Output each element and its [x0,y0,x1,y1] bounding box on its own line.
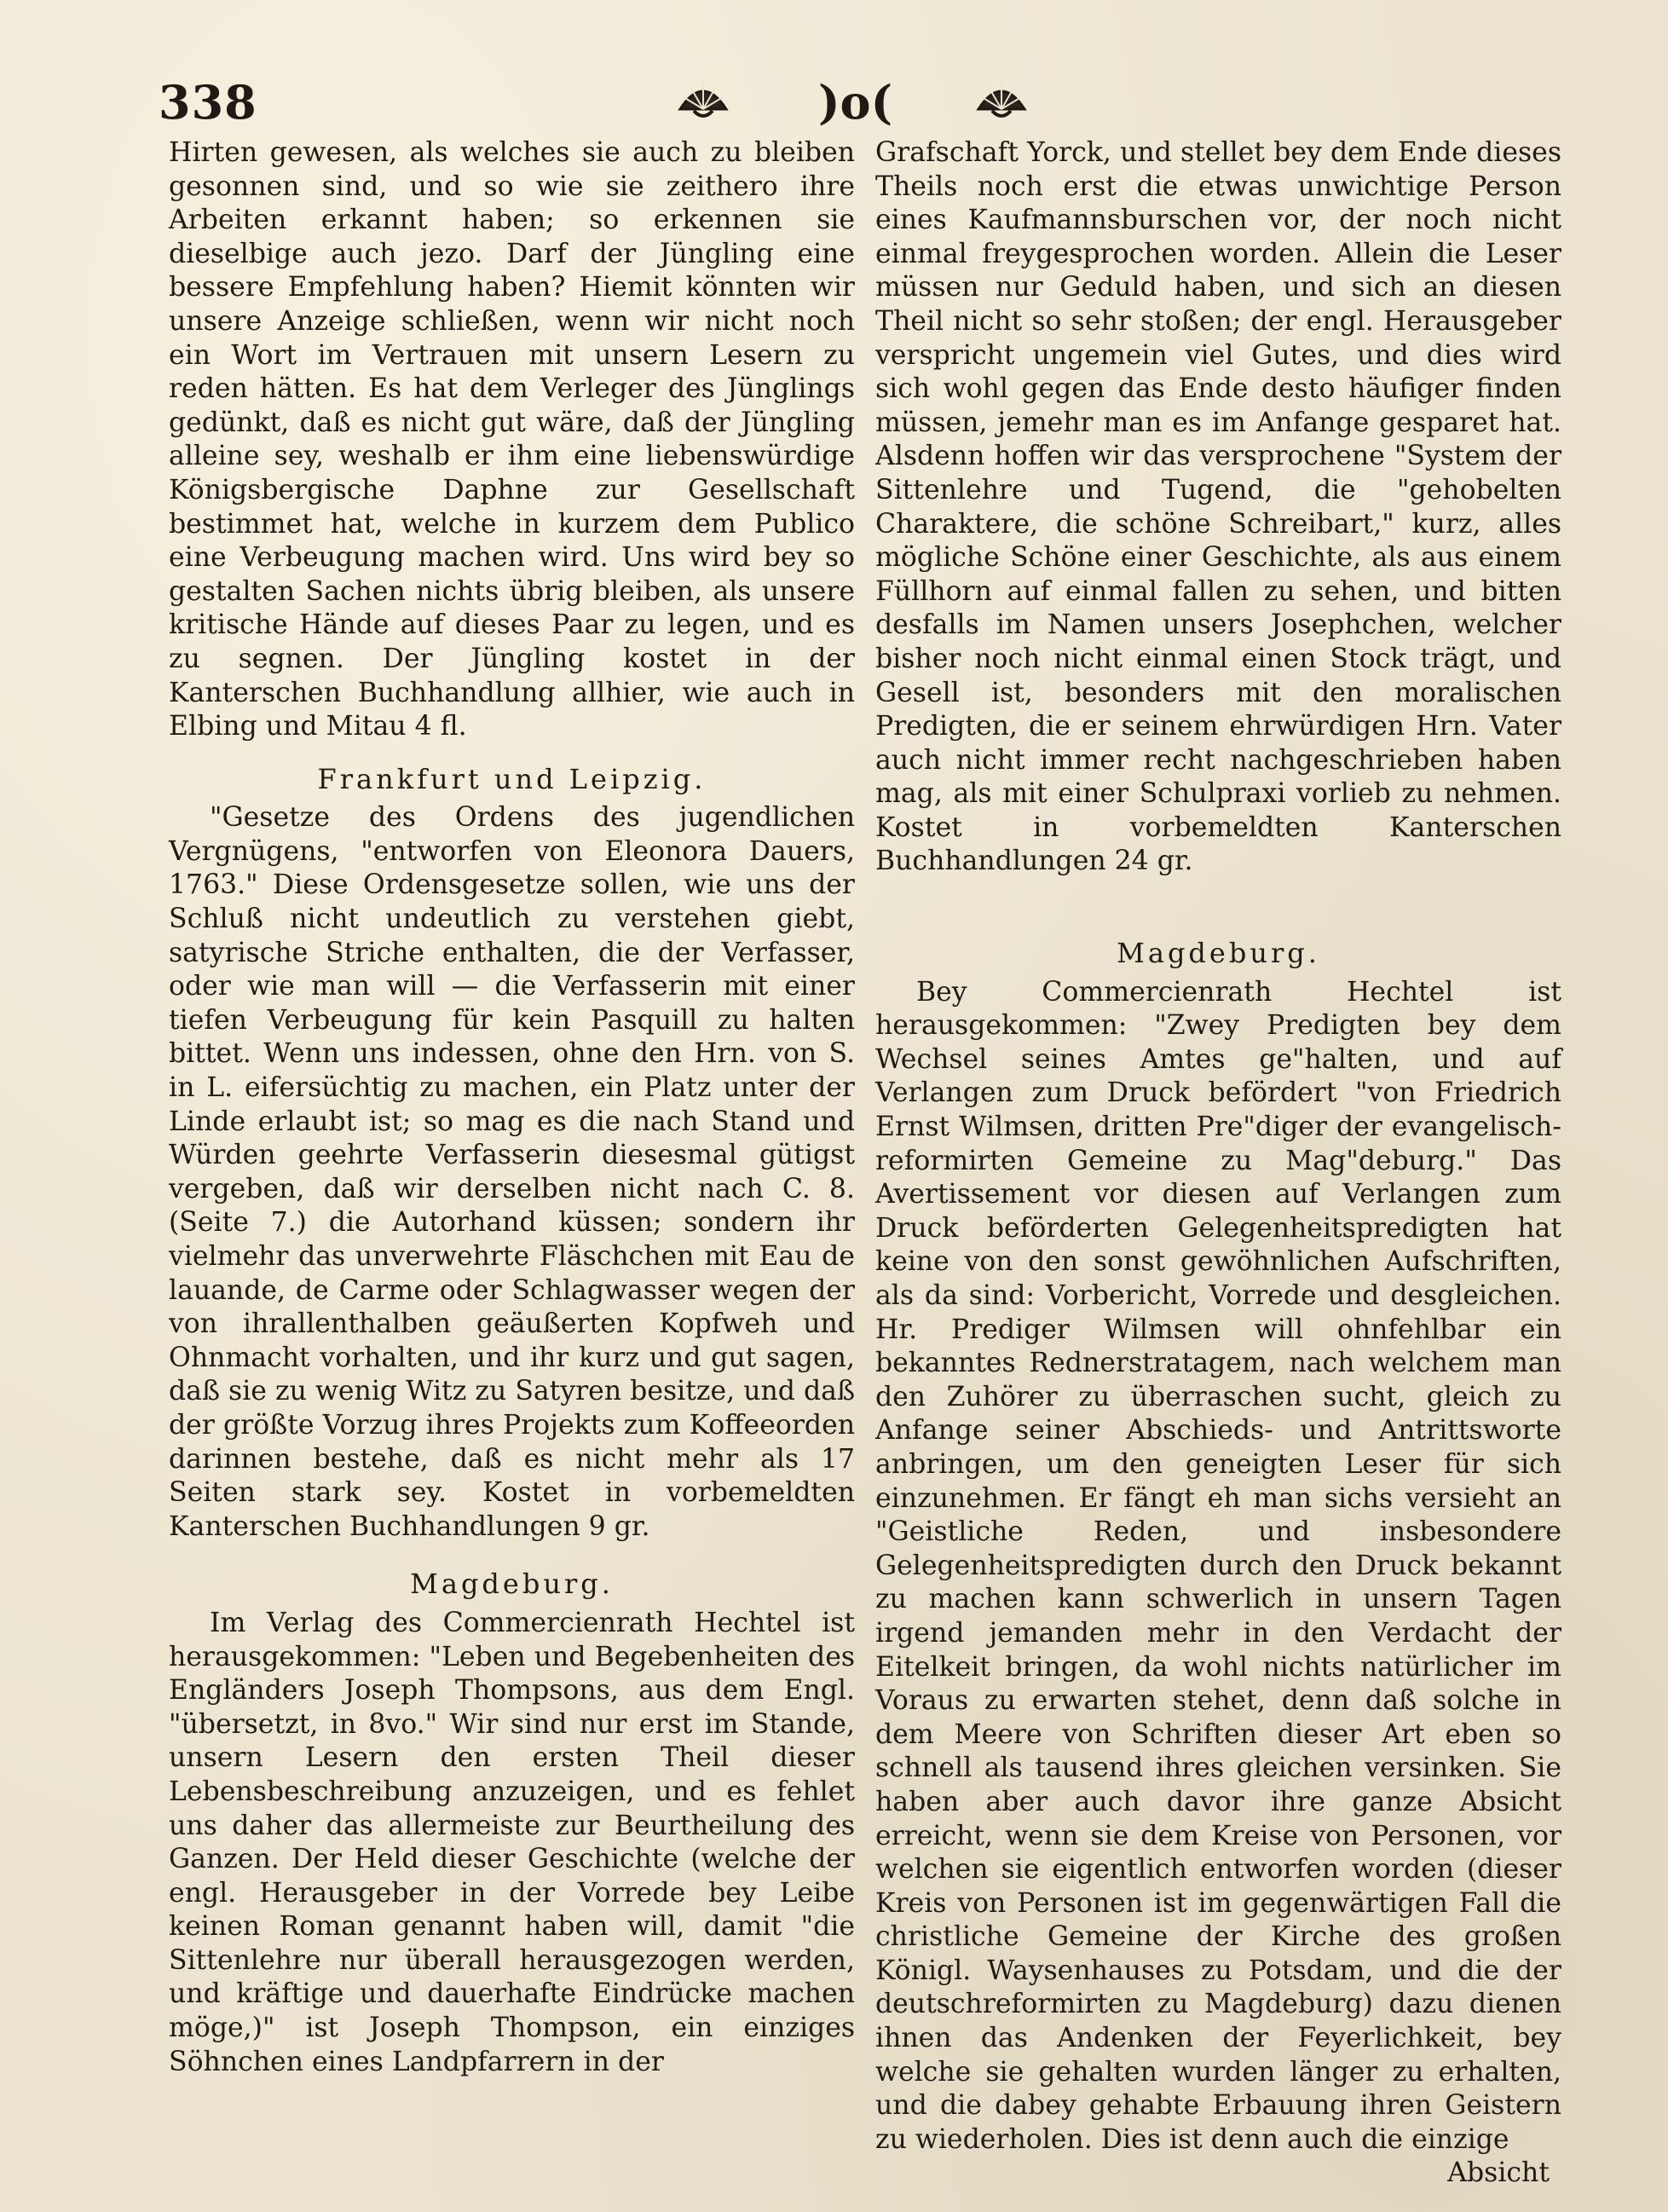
left-column [169,136,855,2079]
section-heading: Magdeburg. [410,1568,614,1601]
section-paragraph: "Gesetze des Ordens des jugendlichen Vergnügens, "entworfen von Eleonora Dauers, 1763." Diese Ordensgesetze sollen, wie uns der Schluß nicht undeutlich zu verstehen giebt, satyrische Striche enthalten, die der Verfasser, oder wie man will — die Verfasserin mit einer tiefen Verbeugung für kein Pasquill zu halten bittet. Wenn uns indessen, ohne den Hrn. von S. in L. eifersüchtig zu machen, ein Platz unter der Linde erlaubt ist; so mag es die nach Stand und Würden geehrte Verfasserin diesesmal gütigst vergeben, daß wir derselben nicht nach C. 8. (Seite 7.) die Autorhand küssen; sondern ihr vielmehr das unverwehrte Fläschchen mit Eau de lauande, de Carme oder Schlagwasser wegen der von ihrallenthalben geäußerten Kopfweh und Ohnmacht vorhalten, und ihr kurz und gut sagen, daß sie zu wenig Witz zu Satyren besitze, und daß der größte Vorzug ihres Projekts zum Koffeeorden darinnen bestehe, daß es nicht mehr als 17 Seiten stark sey. Kostet in vorbemeldten Kanterschen Buchhandlungen 9 gr. [169,802,855,1542]
section-heading: Magdeburg. [1117,937,1320,970]
section-heading: Frankfurt und Leipzig. [317,762,707,795]
shell-ornament-icon [972,72,1031,123]
section-paragraph: Bey Commercienrath Hechtel ist herausgekommen: "Zwey Predigten bey dem Wechsel seines Amtes ge"halten, und auf Verlangen zum Druck befördert "von Friedrich Ernst Wilmsen, dritten Pre"diger der evangelisch-reformirten Gemeine zu Mag"deburg." Das Avertissement vor diesen auf Verlangen zum Druck beförderten Gelegenheitspredigten hat keine von den sonst gewöhnlichen Aufschriften, als da sind: Vorbericht, Vorrede und desgleichen. Hr. Prediger Wilmsen will ohnfehlbar ein bekanntes Rednerstratagem, nach welchem man den Zuhörer zu überraschen sucht, gleich zu Anfange seiner Abschieds- und Antrittsworte anbringen, um den geneigten Leser für sich einzunehmen. Er fängt eh man sichs versieht an "Geistliche Reden, und insbesondere Gelegenheitspredigten durch den Druck bekannt zu machen kann schwerlich in unsern Tagen irgend jemanden mehr in den Verdacht der Eitelkeit bringen, da wohl nichts natürlicher im Voraus zu erwarten stehet, denn daß solche in dem Meere von Schriften dieser Art eben so schnell als tausend ihres gleichen versinken. Sie haben aber auch davor ihre ganze Absicht erreicht, wenn sie dem Kreise von Personen, vor welchen sie eigentlich entworfen worden (dieser Kreis von Personen ist im gegenwärtigen Fall die christliche Gemeine der Kirche des großen Königl. Waysenhauses zu Potsdam, und die der deutschreformirten zu Magdeburg) dazu dienen ihnen das Andenken der Feyerlichkeit, bey welche sie gehalten wurden länger zu erhalten, und die dabey gehabte Erbauung ihren Geistern zu wiederholen. Dies ist denn auch die einzige [875,976,1561,2155]
shell-ornament-icon [673,72,733,123]
intro-paragraph: Hirten gewesen, als welches sie auch zu bleiben gesonnen sind, und so wie sie zeithero ihre Arbeiten erkannt haben; so erkennen sie dieselbige auch jezo. Darf der Jüngling eine bessere Empfehlung haben? Hiemit könnten wir unsere Anzeige schließen, wenn wir nicht noch ein Wort im Vertrauen mit unsern Lesern zu reden hätten. Es hat dem Verleger des Jünglings gedünkt, daß es nicht gut wäre, daß der Jüngling alleine sey, weshalb er ihm eine liebenswürdige Königsbergische Daphne zur Gesellschaft bestimmet hat, welche in kurzem dem Publico eine Verbeugung machen wird. Uns wird bey so gestalten Sachen nichts übrig bleiben, als unsere kritische Hände auf dieses Paar zu legen, und es zu segnen. Der Jüngling kostet in der Kanterschen Buchhandlung allhier, wie auch in Elbing und Mitau 4 fl. [169,137,855,742]
section-paragraph: Im Verlag des Commercienrath Hechtel ist herausgekommen: "Leben und Begebenheiten des Engländers Joseph Thompsons, aus dem Engl. "übersetzt, in 8vo." Wir sind nur erst im Stande, unsern Lesern den ersten Theil dieser Lebensbeschreibung anzuzeigen, und es fehlet uns daher das allermeiste zur Beurtheilung des Ganzen. Der Held dieser Geschichte (welche der engl. Herausgeber in der Vorrede bey Leibe keinen Roman genannt haben will, damit "die Sittenlehre nur überall herausgezogen werden, und kräftige und dauerhafte Eindrücke machen möge,)" ist Joseph Thompson, ein einziges Söhnchen eines Landpfarrern in der [169,1607,855,2077]
continuation-paragraph: Grafschaft Yorck, und stellet bey dem Ende dieses Theils noch erst die etwas unwichtige Person eines Kaufmannsburschen vor, der noch nicht einmal freygesprochen worden. Allein die Leser müssen nur Geduld haben, und sich an diesen Theil nicht so sehr stoßen; der engl. Herausgeber verspricht ungemein viel Gutes, und dies wird sich wohl gegen das Ende desto häufiger finden müssen, jemehr man es im Anfange gesparet hat. Alsdenn hoffen wir das versprochene "System der Sittenlehre und Tugend, die "gehobelten Charaktere, die schöne Schreibart," kurz, alles mögliche Schöne einer Geschichte, als aus einem Füllhorn auf einmal fallen zu sehen, und bitten desfalls im Namen unsers Josephchen, welcher bisher noch nicht einmal einen Stock trägt, und Gesell ist, besonders mit den moralischen Predigten, die er seinem ehrwürdigen Hrn. Vater auch nicht immer recht nachgeschrieben haben mag, als mit einer Schulpraxi vorlieb zu nehmen. Kostet in vorbemeldten Kanterschen Buchhandlungen 24 gr. [875,137,1561,877]
catchword: Absicht [1447,2157,1550,2189]
page-number: 338 [159,75,257,130]
section-spacer [875,879,1561,913]
header-divider: )o( [818,75,893,130]
right-column [875,136,1561,2191]
